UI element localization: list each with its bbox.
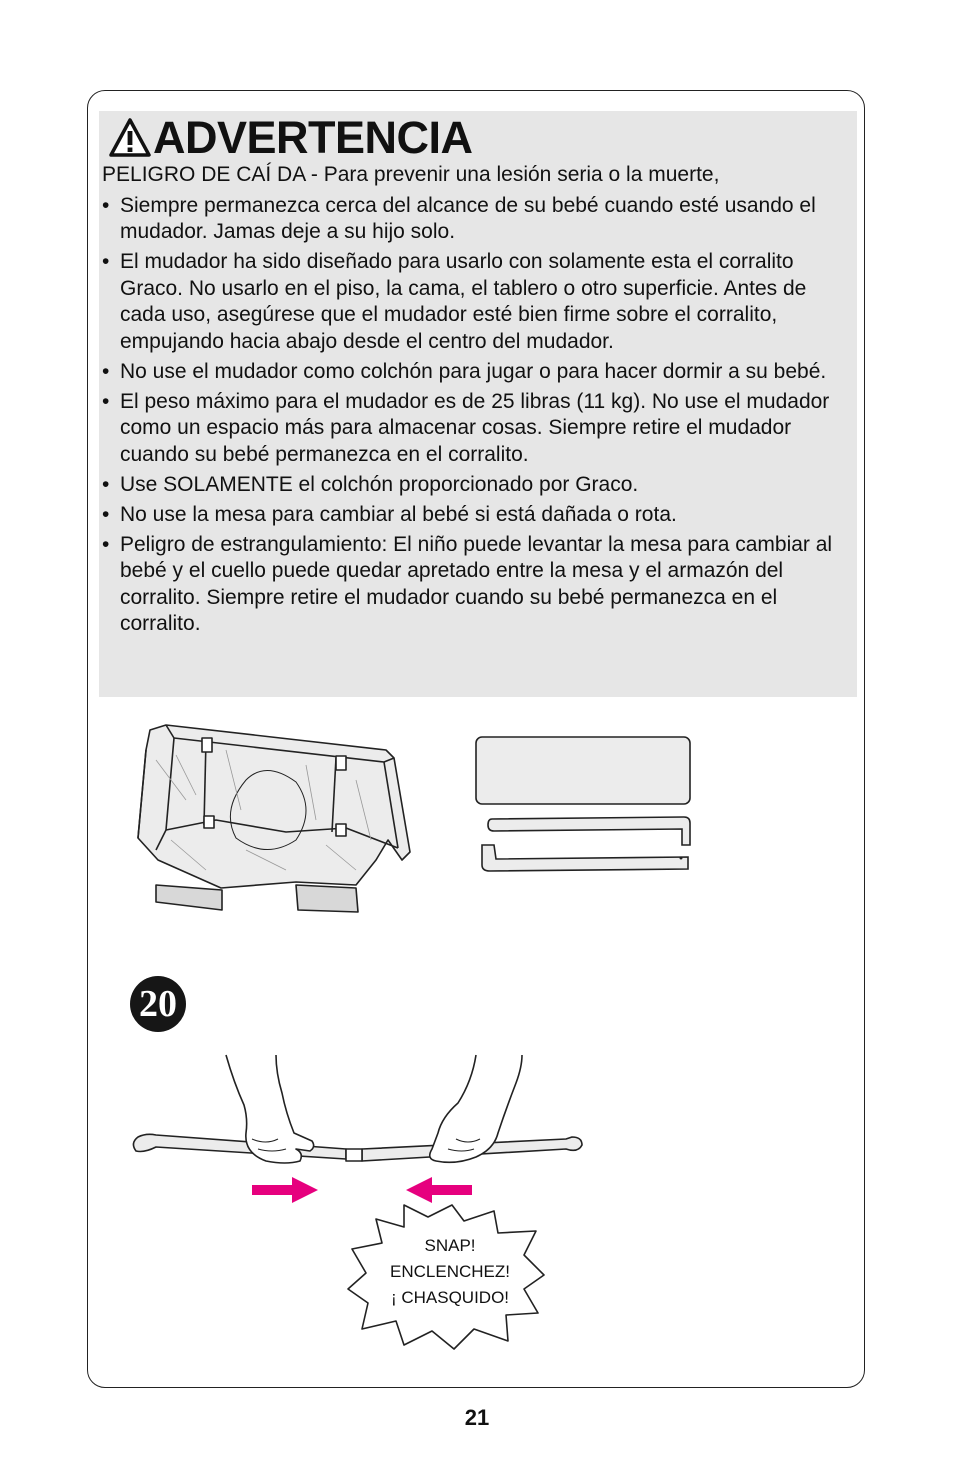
- warning-item: • El mudador ha sido diseñado para usarlo con solamente esta el corralito Graco. No usarlo en el piso, la cama, el tablero o otro superficie. Antes de cada uso, asegúrese que el mudador esté bien firme sobre el corralito, empujando hacia abajo desde el centro del mudador.: [102, 250, 807, 353]
- bullet: •: [102, 193, 110, 217]
- changing-table-illustration: [126, 720, 416, 915]
- warning-title-text: ADVERTENCIA: [153, 112, 473, 163]
- snap-label: SNAP! ENCLENCHEZ! ¡ CHASQUIDO!: [390, 1236, 510, 1307]
- bullet: •: [102, 389, 110, 413]
- right-arrow-icon: [252, 1177, 318, 1203]
- bullet: •: [102, 532, 110, 556]
- bullet: •: [102, 359, 110, 383]
- warning-item: • Peligro de estrangulamiento: El niño puede levantar la mesa para cambiar al bebé y el cuello puede quedar apretado entre la mesa y el armazón del corralito. Siempre retire el mudador cuando su bebé permanezca en el corralito.: [102, 532, 833, 635]
- bullet: •: [102, 502, 110, 526]
- bullet: •: [102, 250, 110, 273]
- step-number-badge: 20: [130, 976, 186, 1032]
- push-arrows: [250, 1174, 475, 1206]
- table-board-and-rods-illustration: [474, 735, 696, 877]
- left-arrow-icon: [406, 1177, 472, 1203]
- warning-item: • Siempre permanezca cerca del alcance de su bebé cuando esté usando el mudador. Jamas deje a su hijo solo.: [102, 193, 816, 243]
- warning-item: • No use el mudador como colchón para jugar o para hacer dormir a su bebé.: [102, 359, 852, 386]
- warning-item: • Use SOLAMENTE el colchón proporcionado por Graco.: [102, 472, 852, 499]
- warning-intro: PELIGRO DE CAÍ DA - Para prevenir una lesión seria o la muerte,: [102, 163, 720, 186]
- page-number: 21: [464, 1405, 490, 1430]
- warning-title: [109, 110, 473, 166]
- bullet: •: [102, 472, 110, 496]
- warning-item: • No use la mesa para cambiar al bebé si está dañada o rota.: [102, 502, 852, 529]
- warning-body: [102, 162, 852, 641]
- warning-list: [102, 193, 852, 638]
- warning-item: • El peso máximo para el mudador es de 25 libras (11 kg). No use el mudador como un espacio más para almacenar cosas. Siempre retire el mudador cuando su bebé permanezca en el corralito.: [102, 389, 830, 466]
- warning-triangle-icon: [109, 117, 151, 159]
